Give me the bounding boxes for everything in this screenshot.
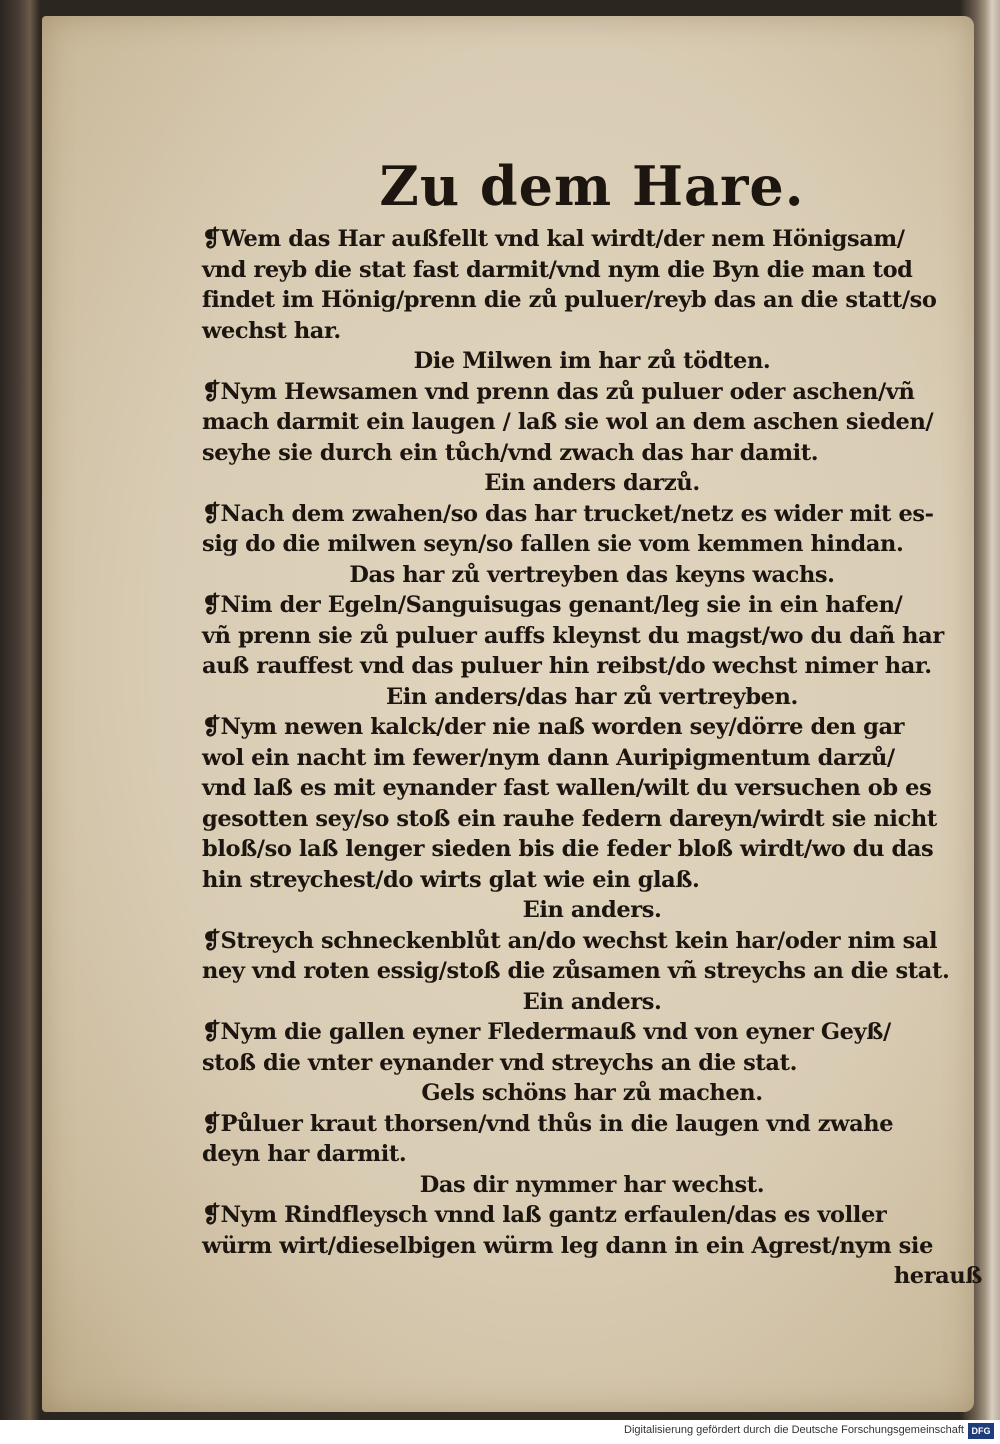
text-line: stoß die vnter eynander vnd streychs an die stat. bbox=[202, 1049, 797, 1076]
section-title: Ein anders/das har zů vertreyben. bbox=[386, 683, 798, 710]
text-line: ❡Nym newen kalck/der nie naß worden sey/dörre den gar bbox=[202, 714, 905, 740]
text-line: mach darmit ein laugen / laß sie wol an dem aschen sieden/ bbox=[202, 409, 934, 435]
text-line: herauß bbox=[893, 1263, 982, 1289]
text-line: findet im Hönig/prenn die zů puluer/reyb das an die statt/so bbox=[202, 287, 937, 313]
text-line: vnd reyb die stat fast darmit/vnd nym die Byn die man tod bbox=[202, 256, 913, 283]
text-line: ❡Nym Hewsamen vnd prenn das zů puluer oder aschen/vñ bbox=[202, 378, 915, 405]
text-line: ❡Nym Rindfleysch vnnd laß gantz erfaulen/das es voller bbox=[202, 1202, 887, 1228]
text-line: seyhe sie durch ein tůch/vnd zwach das har damit. bbox=[202, 439, 819, 466]
text-line: deyn har darmit. bbox=[202, 1141, 407, 1167]
text-line: hin streychest/do wirts glat wie ein glaß. bbox=[202, 866, 700, 893]
text-line: sig do die milwen seyn/so fallen sie vom kemmen hindan. bbox=[202, 531, 904, 557]
footer-bar bbox=[0, 1420, 1000, 1444]
text-line: vnd laß es mit eynander fast wallen/wilt du versuchen ob es bbox=[202, 775, 932, 801]
text-line: ❡Streych schneckenblůt an/do wechst kein har/oder nim sal bbox=[202, 927, 938, 954]
text-line: gesotten sey/so stoß ein rauhe federn dareyn/wirdt sie nicht bbox=[202, 805, 937, 832]
section-title: Die Milwen im har zů tödten. bbox=[413, 348, 771, 374]
text-line: ❡Wem das Har außfellt vnd kal wirdt/der nem Hönigsam/ bbox=[202, 226, 905, 252]
section-title: Das har zů vertreyben das keyns wachs. bbox=[349, 561, 835, 588]
section-title: Ein anders darzů. bbox=[484, 470, 700, 496]
text-line: würm wirt/dieselbigen würm leg dann in ein Agrest/nym sie bbox=[202, 1232, 933, 1259]
section-title: Ein anders. bbox=[522, 988, 662, 1015]
section-title: Ein anders. bbox=[522, 897, 662, 923]
dfg-logo-icon: DFG bbox=[968, 1423, 994, 1439]
text-line: ney vnd roten essig/stoß die zůsamen vñ streychs an die stat. bbox=[202, 958, 950, 984]
section-title: Gels schöns har zů machen. bbox=[421, 1080, 763, 1106]
text-line: bloß/so laß lenger sieden bis die feder bloß wirdt/wo du das bbox=[202, 836, 934, 862]
text-line: ❡Půluer kraut thorsen/vnd thůs in die laugen vnd zwahe bbox=[202, 1110, 894, 1137]
text-line: ❡Nim der Egeln/Sanguisugas genant/leg sie in ein hafen/ bbox=[202, 592, 903, 618]
funding-credit: Digitalisierung gefördert durch die Deutsche Forschungsgemeinschaft bbox=[624, 1424, 964, 1436]
text-line: ❡Nym die gallen eyner Fledermauß vnd von eyner Geyß/ bbox=[202, 1019, 891, 1045]
book-page bbox=[42, 16, 982, 1412]
text-line: vñ prenn sie zů puluer auffs kleynst du magst/wo du dañ har bbox=[202, 622, 944, 649]
page-heading: Zu dem Hare. bbox=[379, 154, 805, 218]
page-text-block bbox=[202, 156, 982, 1292]
text-line: ❡Nach dem zwahen/so das har trucket/netz es wider mit es- bbox=[202, 500, 934, 527]
section-title: Das dir nymmer har wechst. bbox=[419, 1171, 765, 1198]
text-lines bbox=[202, 224, 982, 1292]
text-line: auß rauffest vnd das puluer hin reibst/do wechst nimer har. bbox=[202, 653, 932, 679]
text-line: wol ein nacht im fewer/nym dann Auripigmentum darzů/ bbox=[202, 744, 895, 771]
text-line: wechst har. bbox=[202, 317, 341, 344]
